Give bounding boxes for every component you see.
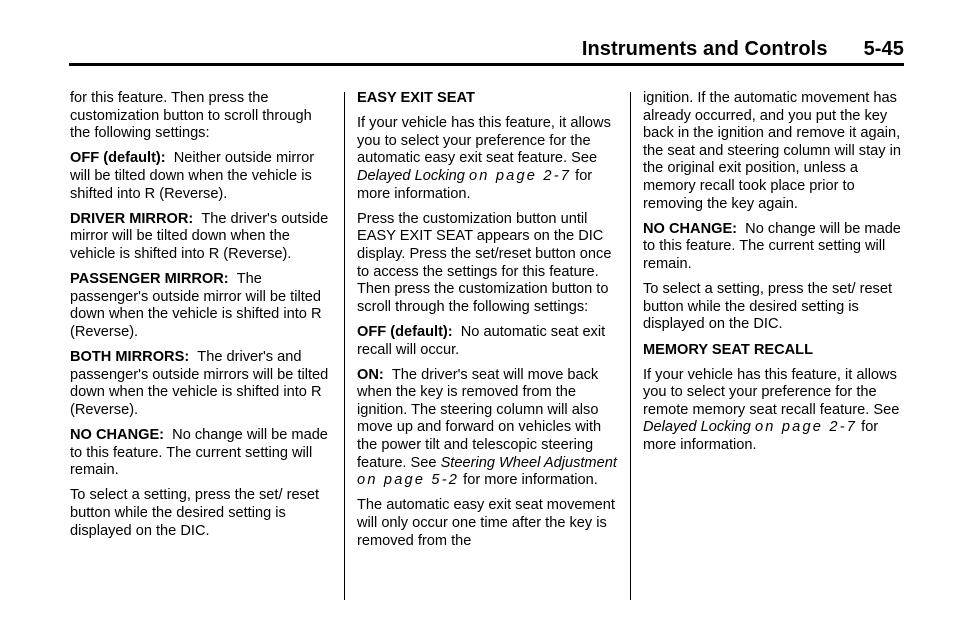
setting-description: The passenger's outside mirror will be tilted down when the vehicle is shifted into R (Reverse). bbox=[70, 271, 322, 340]
setting-description: The driver's seat will move back when the key is removed from the ignition. The steering column will also move up and forward on vehicles with the power tilt and telescopic steering feature. See bbox=[357, 366, 602, 471]
setting-label: ON: bbox=[357, 366, 384, 383]
paragraph: To select a setting, press the set/ reset button while the desired setting is displayed on the DIC. bbox=[70, 487, 320, 539]
setting-description: The driver's and passenger's outside mirrors will be tilted down when the vehicle is shifted into R (Reverse). bbox=[70, 349, 329, 418]
paragraph: The automatic easy exit seat movement will only occur one time after the key is removed from the bbox=[357, 497, 615, 549]
setting-paragraph bbox=[70, 349, 332, 419]
setting-label: DRIVER MIRROR: bbox=[70, 210, 194, 227]
column-divider bbox=[630, 92, 631, 600]
section-heading: MEMORY SEAT RECALL bbox=[643, 341, 813, 358]
paragraph: Press the customization button until EASY EXIT SEAT appears on the DIC display. Press the set/reset button once to access the settings for this feature. Then press the customization button to scroll through the following settings: bbox=[357, 210, 612, 315]
column-divider bbox=[344, 92, 345, 600]
setting-label: NO CHANGE: bbox=[643, 220, 738, 237]
cross-reference-link[interactable]: Delayed Locking bbox=[357, 167, 465, 184]
setting-description: Neither outside mirror will be tilted down when the vehicle is shifted into R (Reverse). bbox=[70, 150, 315, 202]
paragraph: for this feature. Then press the customization button to scroll through the following settings: bbox=[70, 90, 312, 142]
text-column-2 bbox=[357, 90, 619, 558]
cross-reference-link[interactable]: Steering Wheel Adjustment bbox=[440, 454, 617, 471]
setting-paragraph bbox=[70, 211, 332, 264]
setting-description: No change will be made to this feature. The current setting will remain. bbox=[643, 220, 901, 272]
paragraph: ignition. If the automatic movement has already occurred, and you put the key back in the ignition and remove it again, the seat and steering column will stay in the original exit position, unless a memory recall took place prior to removing the key again. bbox=[643, 90, 901, 212]
text-column-1 bbox=[70, 90, 332, 548]
page-reference: on page 2-7 bbox=[468, 167, 572, 184]
setting-paragraph bbox=[70, 150, 332, 203]
header-title bbox=[582, 38, 904, 61]
paragraph: If your vehicle has this feature, it allows you to select your preference for the remote memory seat recall feature. See Delayed Locking on page 2-7 for more information. bbox=[643, 366, 900, 454]
page-number: 5-45 bbox=[863, 38, 904, 60]
setting-label: OFF (default): bbox=[357, 323, 453, 340]
cross-reference-link[interactable]: Delayed Locking bbox=[643, 419, 751, 436]
header-rule bbox=[69, 63, 904, 66]
setting-paragraph bbox=[70, 427, 332, 480]
section-heading: EASY EXIT SEAT bbox=[357, 90, 475, 106]
page-reference: on page 5-2 bbox=[357, 472, 460, 489]
setting-description: No change will be made to this feature. The current setting will remain. bbox=[70, 427, 328, 479]
setting-description: The driver's outside mirror will be tilted down when the vehicle is shifted into R (Reverse). bbox=[70, 210, 329, 262]
text-column-3 bbox=[643, 90, 905, 462]
setting-paragraph bbox=[357, 324, 619, 359]
page-reference: on page 2-7 bbox=[754, 419, 858, 436]
setting-label: PASSENGER MIRROR: bbox=[70, 271, 229, 288]
setting-label: NO CHANGE: bbox=[70, 427, 165, 444]
setting-paragraph bbox=[70, 271, 332, 341]
setting-label: BOTH MIRRORS: bbox=[70, 349, 190, 366]
setting-label: OFF (default): bbox=[70, 150, 166, 167]
setting-paragraph: ON: The driver's seat will move back when the key is removed from the ignition. The steering column will also move up and forward on vehicles with the power tilt and telescopic steering feature. See Steering Wheel Adjustment on page 5-2 for more information. bbox=[357, 366, 617, 489]
paragraph: To select a setting, press the set/ reset button while the desired setting is displayed on the DIC. bbox=[643, 281, 893, 333]
setting-description: No automatic seat exit recall will occur. bbox=[357, 323, 606, 358]
paragraph: If your vehicle has this feature, it allows you to select your preference for the automatic easy exit seat feature. See Delayed Locking on page 2-7 for more information. bbox=[357, 115, 611, 202]
setting-paragraph bbox=[643, 221, 905, 274]
section-title: Instruments and Controls bbox=[581, 38, 828, 60]
